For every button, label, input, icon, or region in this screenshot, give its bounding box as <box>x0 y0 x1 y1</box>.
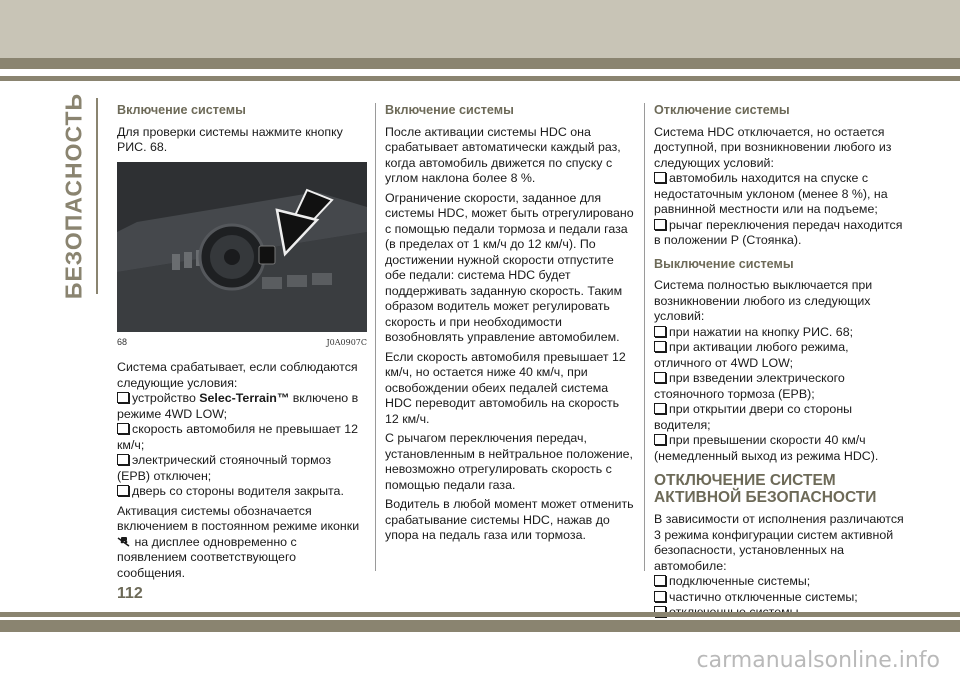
paragraph: Водитель в любой момент может отменить срабатывание системы HDC, нажав до упора на педаль газа или тормоза. <box>385 497 634 542</box>
activation-text: Активация системы обозначается включением в постоянном режиме иконки на дисплее одновременно с появлением соответствующего сообщения. <box>117 503 360 580</box>
column1-intro: Для проверки системы нажмите кнопку РИС. 68. <box>117 124 343 154</box>
figure-code: J0A0907C <box>326 337 367 347</box>
checkbox-bullet-icon <box>654 591 666 602</box>
off-heading: Выключение системы <box>654 256 794 271</box>
list-item: при открытии двери со стороны водителя; <box>654 402 853 432</box>
off-intro: Система полностью выключается при возникновении любого из следующих условий: <box>654 278 873 323</box>
column1-heading: Включение системы <box>117 103 246 117</box>
header-stripe <box>0 58 960 69</box>
off-list <box>654 325 909 465</box>
figure-number: 68 <box>117 336 128 347</box>
checkbox-bullet-icon <box>654 575 666 586</box>
conditions-list <box>117 391 367 500</box>
side-tab-rule <box>96 98 98 294</box>
list-item: автомобиль находится на спуске с недостаточным уклоном (менее 8 %), на равнинной местности или на подъеме; <box>654 171 888 216</box>
checkbox-bullet-icon <box>117 485 129 496</box>
header-band <box>0 0 960 58</box>
dashboard-photo-icon <box>117 162 367 332</box>
column-divider <box>644 103 645 571</box>
disable-heading: Отключение системы <box>654 103 790 117</box>
conditions-intro: Система срабатывает, если соблюдаются следующие условия: <box>117 360 358 390</box>
checkbox-bullet-icon <box>654 372 666 383</box>
hill-descent-icon <box>117 536 131 548</box>
checkbox-bullet-icon <box>654 219 666 230</box>
checkbox-bullet-icon <box>654 172 666 183</box>
column-3 <box>654 103 909 621</box>
list-item: при нажатии на кнопку РИС. 68; <box>654 325 909 341</box>
column2-heading: Включение системы <box>385 103 514 117</box>
list-item: устройство Selec-Terrain™ включено в режиме 4WD LOW; <box>117 391 359 421</box>
footer-stripe <box>0 620 960 632</box>
column-1 <box>117 103 367 585</box>
list-item: при активации любого режима, отличного от 4WD LOW; <box>654 340 849 370</box>
disable-intro: Система HDC отключается, но остается доступной, при возникновении любого из следующих условий: <box>654 124 892 170</box>
list-item: дверь со стороны водителя закрыта. <box>117 484 367 500</box>
section-side-label: БЕЗОПАСНОСТЬ <box>60 92 87 300</box>
list-item: при превышении скорости 40 км/ч (немедленный выход из режима HDC). <box>654 433 879 463</box>
watermark: carmanualsonline.info <box>696 648 940 673</box>
paragraph: Ограничение скорости, заданное для системы HDC, может быть отрегулировано с помощью педали тормоза и педали газа (в пределах от 1 км/ч до 12 км/ч). По достижении нужной скорости отпустите обе педали: система HDC будет поддерживать заданную скорость. Таким образом водитель может регулировать скорость и при необходимости возобновлять управление автомобилем. <box>385 190 634 344</box>
section-side-tab <box>48 92 100 300</box>
checkbox-bullet-icon <box>117 423 129 434</box>
figure-caption <box>117 335 367 351</box>
list-item: скорость автомобиля не превышает 12 км/ч; <box>117 422 359 452</box>
column-divider <box>375 103 376 571</box>
list-item: подключенные системы; <box>654 574 909 590</box>
checkbox-bullet-icon <box>654 403 666 414</box>
checkbox-bullet-icon <box>654 434 666 445</box>
checkbox-bullet-icon <box>117 392 129 403</box>
list-item: при взведении электрического стояночного тормоза (EPB); <box>654 371 845 401</box>
paragraph: С рычагом переключения передач, установленным в нейтральное положение, невозможно отрегулировать скорость с помощью педали газа. <box>385 431 633 492</box>
figure-68 <box>117 162 367 332</box>
header-thin-stripe <box>0 76 960 81</box>
paragraph: Если скорость автомобиля превышает 12 км/ч, но остается ниже 40 км/ч, при освобождении обеих педалей система HDC переводит автомобиль на скорость 12 км/ч. <box>385 349 626 426</box>
column-2 <box>385 103 635 548</box>
footer-thin-stripe <box>0 612 960 617</box>
checkbox-bullet-icon <box>654 341 666 352</box>
section-intro: В зависимости от исполнения различаются 3 режима конфигурации систем активной безопасности, установленных на автомобиле: <box>654 512 904 573</box>
paragraph: После активации системы HDC она срабатывает автоматически каждый раз, когда автомобиль движется по спуску с углом наклона более 8 %. <box>385 124 621 185</box>
checkbox-bullet-icon <box>654 326 666 337</box>
checkbox-bullet-icon <box>117 454 129 465</box>
list-item: электрический стояночный тормоз (EPB) отключен; <box>117 453 332 483</box>
section-heading: ОТКЛЮЧЕНИЕ СИСТЕМ АКТИВНОЙ БЕЗОПАСНОСТИ <box>654 472 877 506</box>
list-item: рычаг переключения передач находится в положении P (Стоянка). <box>654 217 903 247</box>
disable-list <box>654 171 909 249</box>
page-number: 112 <box>117 585 143 602</box>
list-item: частично отключенные системы; <box>654 590 909 606</box>
